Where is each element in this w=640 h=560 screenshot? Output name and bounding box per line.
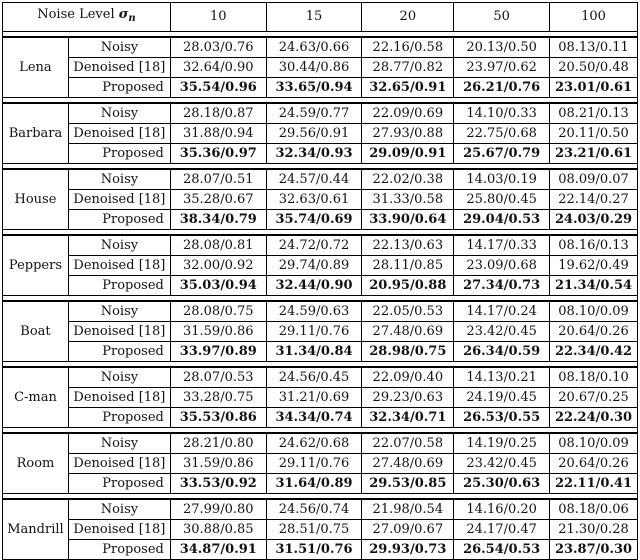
noise-level-label: Noise Level <box>37 7 115 22</box>
psnr-ssim-cell: 33.28/0.75 <box>170 388 266 408</box>
psnr-ssim-cell: 26.54/0.53 <box>454 540 550 560</box>
table-row <box>3 210 638 230</box>
psnr-ssim-cell: 35.36/0.97 <box>170 144 266 164</box>
psnr-ssim-cell: 35.53/0.86 <box>170 408 266 428</box>
psnr-ssim-cell: 22.07/0.58 <box>362 433 454 454</box>
table-header <box>3 3 638 32</box>
psnr-ssim-cell: 29.04/0.53 <box>454 210 550 230</box>
method-cell: Noisy <box>68 301 170 322</box>
psnr-ssim-cell: 23.97/0.62 <box>454 58 550 78</box>
psnr-ssim-cell: 24.63/0.66 <box>266 37 362 58</box>
psnr-ssim-cell: 14.19/0.25 <box>454 433 550 454</box>
sigma-subscript: n <box>128 13 136 24</box>
psnr-ssim-cell: 23.09/0.68 <box>454 256 550 276</box>
psnr-ssim-cell: 29.09/0.91 <box>362 144 454 164</box>
table-row <box>3 388 638 408</box>
psnr-ssim-cell: 26.21/0.76 <box>454 78 550 98</box>
psnr-ssim-cell: 35.54/0.96 <box>170 78 266 98</box>
psnr-ssim-cell: 31.59/0.86 <box>170 454 266 474</box>
psnr-ssim-cell: 24.56/0.45 <box>266 367 362 388</box>
method-cell: Proposed <box>68 144 170 164</box>
method-cell: Noisy <box>68 367 170 388</box>
psnr-ssim-cell: 32.63/0.61 <box>266 190 362 210</box>
results-table <box>2 2 638 560</box>
psnr-ssim-cell: 24.03/0.29 <box>550 210 638 230</box>
psnr-ssim-cell: 35.03/0.94 <box>170 276 266 296</box>
psnr-ssim-cell: 28.03/0.76 <box>170 37 266 58</box>
psnr-ssim-cell: 22.05/0.53 <box>362 301 454 322</box>
method-cell: Proposed <box>68 408 170 428</box>
psnr-ssim-cell: 23.01/0.61 <box>550 78 638 98</box>
psnr-ssim-cell: 26.53/0.55 <box>454 408 550 428</box>
psnr-ssim-cell: 33.65/0.94 <box>266 78 362 98</box>
psnr-ssim-cell: 20.95/0.88 <box>362 276 454 296</box>
table-row <box>3 499 638 520</box>
psnr-ssim-cell: 29.93/0.73 <box>362 540 454 560</box>
table-row <box>3 408 638 428</box>
level-header: 15 <box>266 3 362 32</box>
psnr-ssim-cell: 33.90/0.64 <box>362 210 454 230</box>
psnr-ssim-cell: 25.67/0.79 <box>454 144 550 164</box>
psnr-ssim-cell: 08.13/0.11 <box>550 37 638 58</box>
psnr-ssim-cell: 08.21/0.13 <box>550 103 638 124</box>
method-cell: Noisy <box>68 433 170 454</box>
method-cell: Proposed <box>68 540 170 560</box>
level-header: 20 <box>362 3 454 32</box>
psnr-ssim-cell: 29.56/0.91 <box>266 124 362 144</box>
psnr-ssim-cell: 25.30/0.63 <box>454 474 550 494</box>
psnr-ssim-cell: 14.13/0.21 <box>454 367 550 388</box>
psnr-ssim-cell: 29.23/0.63 <box>362 388 454 408</box>
psnr-ssim-cell: 24.17/0.47 <box>454 520 550 540</box>
psnr-ssim-cell: 20.13/0.50 <box>454 37 550 58</box>
psnr-ssim-cell: 27.48/0.69 <box>362 322 454 342</box>
psnr-ssim-cell: 24.72/0.72 <box>266 235 362 256</box>
psnr-ssim-cell: 23.87/0.30 <box>550 540 638 560</box>
psnr-ssim-cell: 30.44/0.86 <box>266 58 362 78</box>
psnr-ssim-cell: 35.28/0.67 <box>170 190 266 210</box>
image-name-cell: Boat <box>3 301 69 362</box>
method-cell: Proposed <box>68 276 170 296</box>
psnr-ssim-cell: 31.64/0.89 <box>266 474 362 494</box>
psnr-ssim-cell: 24.57/0.44 <box>266 169 362 190</box>
method-cell: Denoised [18] <box>68 388 170 408</box>
psnr-ssim-cell: 28.18/0.87 <box>170 103 266 124</box>
psnr-ssim-cell: 24.59/0.63 <box>266 301 362 322</box>
psnr-ssim-cell: 19.62/0.49 <box>550 256 638 276</box>
psnr-ssim-cell: 27.99/0.80 <box>170 499 266 520</box>
psnr-ssim-cell: 31.34/0.84 <box>266 342 362 362</box>
table-body <box>3 32 638 560</box>
table-row <box>3 169 638 190</box>
method-cell: Proposed <box>68 474 170 494</box>
psnr-ssim-cell: 32.34/0.71 <box>362 408 454 428</box>
psnr-ssim-cell: 24.56/0.74 <box>266 499 362 520</box>
level-header: 10 <box>170 3 266 32</box>
psnr-ssim-cell: 30.88/0.85 <box>170 520 266 540</box>
psnr-ssim-cell: 22.24/0.30 <box>550 408 638 428</box>
method-cell: Proposed <box>68 210 170 230</box>
psnr-ssim-cell: 24.62/0.68 <box>266 433 362 454</box>
psnr-ssim-cell: 29.11/0.76 <box>266 322 362 342</box>
psnr-ssim-cell: 08.10/0.09 <box>550 433 638 454</box>
psnr-ssim-cell: 27.48/0.69 <box>362 454 454 474</box>
table-row <box>3 454 638 474</box>
psnr-ssim-cell: 28.98/0.75 <box>362 342 454 362</box>
method-cell: Noisy <box>68 103 170 124</box>
psnr-ssim-cell: 28.11/0.85 <box>362 256 454 276</box>
psnr-ssim-cell: 22.13/0.63 <box>362 235 454 256</box>
method-cell: Proposed <box>68 342 170 362</box>
psnr-ssim-cell: 20.64/0.26 <box>550 454 638 474</box>
psnr-ssim-cell: 28.07/0.53 <box>170 367 266 388</box>
psnr-ssim-cell: 21.98/0.54 <box>362 499 454 520</box>
psnr-ssim-cell: 22.09/0.40 <box>362 367 454 388</box>
psnr-ssim-cell: 21.30/0.28 <box>550 520 638 540</box>
psnr-ssim-cell: 24.59/0.77 <box>266 103 362 124</box>
method-cell: Denoised [18] <box>68 124 170 144</box>
psnr-ssim-cell: 22.75/0.68 <box>454 124 550 144</box>
psnr-ssim-cell: 28.07/0.51 <box>170 169 266 190</box>
table-row <box>3 301 638 322</box>
image-name-cell: Mandrill <box>3 499 69 560</box>
noise-level-header <box>3 3 171 32</box>
table-row <box>3 433 638 454</box>
method-cell: Noisy <box>68 37 170 58</box>
psnr-ssim-cell: 14.17/0.33 <box>454 235 550 256</box>
psnr-ssim-cell: 28.08/0.81 <box>170 235 266 256</box>
psnr-ssim-cell: 27.34/0.73 <box>454 276 550 296</box>
method-cell: Denoised [18] <box>68 190 170 210</box>
psnr-ssim-cell: 34.34/0.74 <box>266 408 362 428</box>
method-cell: Denoised [18] <box>68 322 170 342</box>
psnr-ssim-cell: 31.33/0.58 <box>362 190 454 210</box>
table-row <box>3 235 638 256</box>
psnr-ssim-cell: 20.64/0.26 <box>550 322 638 342</box>
psnr-ssim-cell: 23.42/0.45 <box>454 322 550 342</box>
image-name-cell: Peppers <box>3 235 69 296</box>
table-row <box>3 520 638 540</box>
method-cell: Denoised [18] <box>68 454 170 474</box>
psnr-ssim-cell: 08.18/0.06 <box>550 499 638 520</box>
table-row <box>3 78 638 98</box>
table-row <box>3 144 638 164</box>
psnr-ssim-cell: 20.67/0.25 <box>550 388 638 408</box>
image-name-cell: C-man <box>3 367 69 428</box>
psnr-ssim-cell: 21.34/0.54 <box>550 276 638 296</box>
psnr-ssim-cell: 22.02/0.38 <box>362 169 454 190</box>
level-header: 100 <box>550 3 638 32</box>
table-row <box>3 190 638 210</box>
psnr-ssim-cell: 28.08/0.75 <box>170 301 266 322</box>
psnr-ssim-cell: 28.51/0.75 <box>266 520 362 540</box>
table-row <box>3 540 638 560</box>
method-cell: Proposed <box>68 78 170 98</box>
psnr-ssim-cell: 28.77/0.82 <box>362 58 454 78</box>
psnr-ssim-cell: 27.09/0.67 <box>362 520 454 540</box>
psnr-ssim-cell: 23.42/0.45 <box>454 454 550 474</box>
method-cell: Denoised [18] <box>68 256 170 276</box>
psnr-ssim-cell: 31.51/0.76 <box>266 540 362 560</box>
table-row <box>3 124 638 144</box>
method-cell: Denoised [18] <box>68 58 170 78</box>
method-cell: Noisy <box>68 499 170 520</box>
psnr-ssim-cell: 32.65/0.91 <box>362 78 454 98</box>
psnr-ssim-cell: 34.87/0.91 <box>170 540 266 560</box>
psnr-ssim-cell: 31.59/0.86 <box>170 322 266 342</box>
method-cell: Noisy <box>68 235 170 256</box>
table-row <box>3 474 638 494</box>
psnr-ssim-cell: 29.74/0.89 <box>266 256 362 276</box>
psnr-ssim-cell: 14.16/0.20 <box>454 499 550 520</box>
psnr-ssim-cell: 33.97/0.89 <box>170 342 266 362</box>
psnr-ssim-cell: 22.34/0.42 <box>550 342 638 362</box>
psnr-ssim-cell: 14.10/0.33 <box>454 103 550 124</box>
psnr-ssim-cell: 32.34/0.93 <box>266 144 362 164</box>
psnr-ssim-cell: 28.21/0.80 <box>170 433 266 454</box>
psnr-ssim-cell: 35.74/0.69 <box>266 210 362 230</box>
psnr-ssim-cell: 25.80/0.45 <box>454 190 550 210</box>
method-cell: Noisy <box>68 169 170 190</box>
psnr-ssim-cell: 32.64/0.90 <box>170 58 266 78</box>
psnr-ssim-cell: 22.09/0.69 <box>362 103 454 124</box>
table-row <box>3 322 638 342</box>
psnr-ssim-cell: 29.11/0.76 <box>266 454 362 474</box>
psnr-ssim-cell: 26.34/0.59 <box>454 342 550 362</box>
psnr-ssim-cell: 23.21/0.61 <box>550 144 638 164</box>
psnr-ssim-cell: 22.14/0.27 <box>550 190 638 210</box>
table-row <box>3 37 638 58</box>
table-row <box>3 58 638 78</box>
table-row <box>3 103 638 124</box>
table-row <box>3 367 638 388</box>
psnr-ssim-cell: 08.16/0.13 <box>550 235 638 256</box>
image-name-cell: Barbara <box>3 103 69 164</box>
psnr-ssim-cell: 22.16/0.58 <box>362 37 454 58</box>
psnr-ssim-cell: 22.11/0.41 <box>550 474 638 494</box>
method-cell: Denoised [18] <box>68 520 170 540</box>
psnr-ssim-cell: 08.09/0.07 <box>550 169 638 190</box>
psnr-ssim-cell: 38.34/0.79 <box>170 210 266 230</box>
image-name-cell: Room <box>3 433 69 494</box>
psnr-ssim-cell: 24.19/0.45 <box>454 388 550 408</box>
psnr-ssim-cell: 20.11/0.50 <box>550 124 638 144</box>
psnr-ssim-cell: 33.53/0.92 <box>170 474 266 494</box>
image-name-cell: Lena <box>3 37 69 98</box>
table-row <box>3 276 638 296</box>
psnr-ssim-cell: 14.17/0.24 <box>454 301 550 322</box>
table-row <box>3 342 638 362</box>
psnr-ssim-cell: 31.21/0.69 <box>266 388 362 408</box>
psnr-ssim-cell: 14.03/0.19 <box>454 169 550 190</box>
psnr-ssim-cell: 32.44/0.90 <box>266 276 362 296</box>
psnr-ssim-cell: 27.93/0.88 <box>362 124 454 144</box>
table-row <box>3 256 638 276</box>
psnr-ssim-cell: 29.53/0.85 <box>362 474 454 494</box>
psnr-ssim-cell: 32.00/0.92 <box>170 256 266 276</box>
sigma-symbol: σ <box>118 7 129 22</box>
psnr-ssim-cell: 31.88/0.94 <box>170 124 266 144</box>
psnr-ssim-cell: 08.10/0.09 <box>550 301 638 322</box>
psnr-ssim-cell: 20.50/0.48 <box>550 58 638 78</box>
psnr-ssim-cell: 08.18/0.10 <box>550 367 638 388</box>
image-name-cell: House <box>3 169 69 230</box>
level-header: 50 <box>454 3 550 32</box>
